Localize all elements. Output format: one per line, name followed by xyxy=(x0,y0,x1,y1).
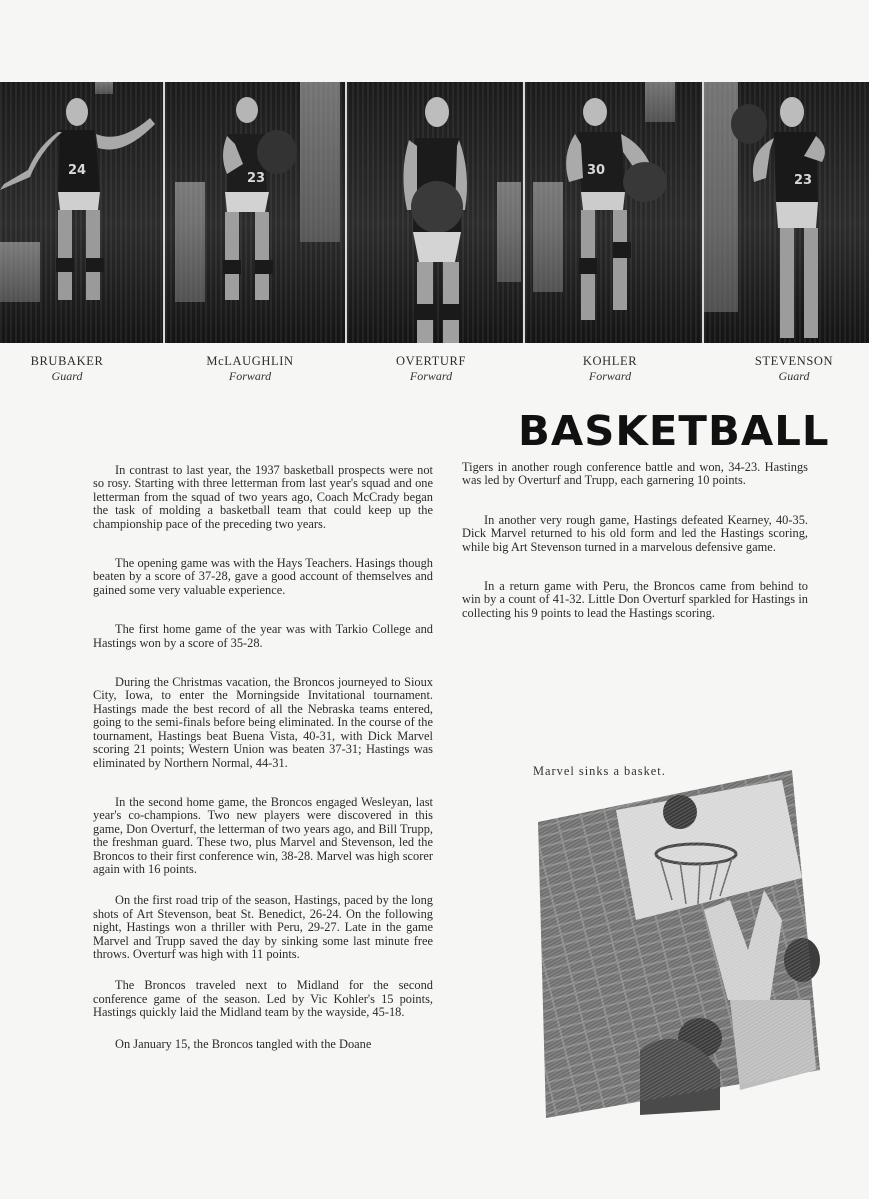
player-name: McLAUGHLIN xyxy=(206,354,294,368)
player-position: Guard xyxy=(51,369,83,383)
photo-caption: Marvel sinks a basket. xyxy=(533,764,666,778)
player-figure-kohler xyxy=(525,82,702,343)
player-caption-stevenson xyxy=(724,354,864,384)
article-right-column xyxy=(462,461,808,620)
player-position: Guard xyxy=(778,369,810,383)
article-paragraph: The first home game of the year was with Tarkio College and Hastings won by a score of 35-28. xyxy=(93,622,433,650)
article-paragraph: On January 15, the Broncos tangled with the Doane xyxy=(115,1036,372,1051)
player-caption-kohler xyxy=(540,354,680,384)
player-name: STEVENSON xyxy=(754,354,834,368)
player-position: Forward xyxy=(409,369,453,383)
article-paragraph: On the first road trip of the season, Hastings, paced by the long shots of Art Stevenson, beat St. Benedict, 26-24. On the following night, Hastings won a thriller with Peru, 29-27. Late in the game Marvel and Trupp saved the day by sinking some last minute free throws. Overturf was high with 11 points. xyxy=(93,893,433,961)
article-paragraph: In a return game with Peru, the Broncos came from behind to win by a count of 41-32. Little Don Overturf sparkled for Hastings in collecting his 9 points to lead the Hastings scoring. xyxy=(462,579,808,620)
player-position: Forward xyxy=(228,369,272,383)
article-paragraph: Tigers in another rough conference battle and won, 34-23. Hastings was led by Overturf and Trupp, each garnering 10 points. xyxy=(462,460,808,488)
jersey-number: 23 xyxy=(794,173,813,188)
article-paragraph: During the Christmas vacation, the Broncos journeyed to Sioux City, Iowa, to enter the Morningside Invitational tournament. Hastings made the best record of all the Nebraska teams entered, going to the semi-finals before being eliminated. In the course of the tournament, Hastings beat Buena Vista, 40-31, with Dick Marvel scoring 21 points; Western Union was beaten 37-31; Hastings was eliminated by Northern Normal, 44-31. xyxy=(93,675,433,770)
player-name: OVERTURF xyxy=(395,354,467,368)
jersey-number: 24 xyxy=(68,163,87,178)
player-position: Forward xyxy=(588,369,632,383)
player-figure-brubaker xyxy=(0,82,163,343)
article-paragraph: The Broncos traveled next to Midland for the second conference game of the season. Led by Vic Kohler's 15 points, Hastings quickly laid the Midland team by the wayside, 45-18. xyxy=(93,978,433,1020)
player-figure-stevenson xyxy=(704,82,869,343)
jersey-number: 30 xyxy=(587,163,606,178)
article-left-column xyxy=(93,464,433,1051)
player-figure-mclaughlin xyxy=(165,82,345,343)
player-caption-mclaughlin xyxy=(180,354,320,384)
player-figure-overturf xyxy=(347,82,523,343)
player-photo-strip xyxy=(0,82,869,343)
jersey-number: 23 xyxy=(247,171,266,186)
player-name: KOHLER xyxy=(582,354,638,368)
player-photo-kohler xyxy=(525,82,702,343)
player-caption-brubaker xyxy=(0,354,137,384)
article-paragraph: In contrast to last year, the 1937 basketball prospects were not so rosy. Starting with three letterman from last year's squad and one letterman from the squad of two years ago, Coach McCrady began the task of molding a basketball team that could keep up the championship pace of the preceding two years. xyxy=(93,463,433,531)
article-paragraph: The opening game was with the Hays Teachers. Hasings though beaten by a score of 37-28, gave a good account of themselves and gained some very valuable experience. xyxy=(93,556,433,597)
page-title: BASKETBALL xyxy=(518,407,830,455)
player-name: BRUBAKER xyxy=(30,354,104,368)
article-paragraph: In the second home game, the Broncos engaged Wesleyan, last year's co-champions. Two new players were discovered in this game, Don Overturf, the letterman of two years ago, and Bill Trupp, the freshman guard. These two, plus Marvel and Stevenson, led the Broncos to their first conference win, 38-28. Marvel was high scorer again with 16 points. xyxy=(93,794,433,876)
article-paragraph: In another very rough game, Hastings defeated Kearney, 40-35. Dick Marvel returned to his old form and led the Hastings scoring, while big Art Stevenson turned in a marvelous defensive game. xyxy=(462,512,808,554)
player-photo-overturf xyxy=(347,82,523,343)
player-photo-brubaker xyxy=(0,82,163,343)
player-caption-overturf xyxy=(361,354,501,384)
player-photo-stevenson xyxy=(704,82,869,343)
action-photo-marvel xyxy=(520,770,820,1120)
player-photo-mclaughlin xyxy=(165,82,345,343)
